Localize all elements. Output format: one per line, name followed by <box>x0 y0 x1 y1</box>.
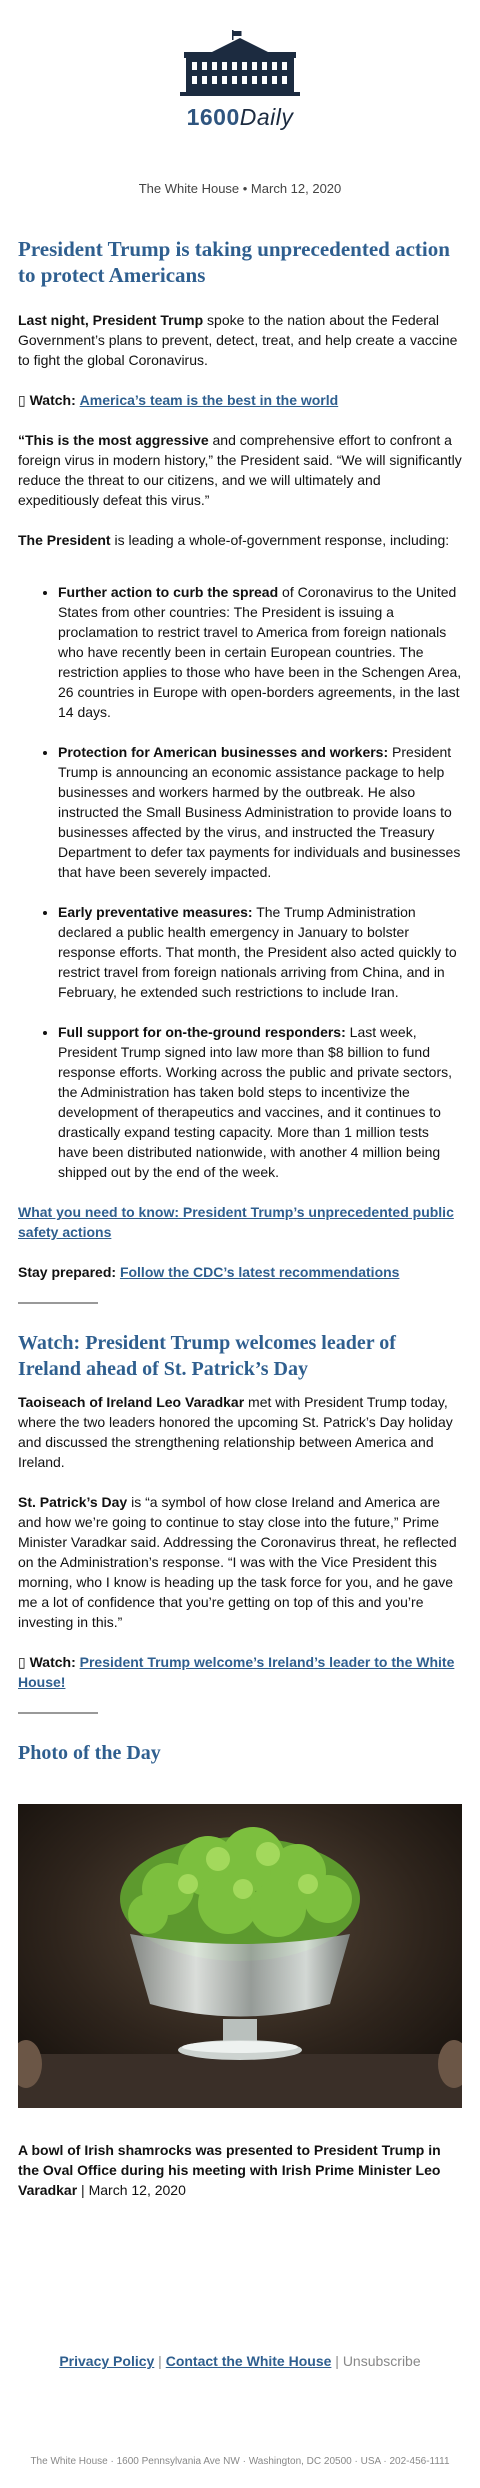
need-to-know-link[interactable]: What you need to know: President Trump’s unprecedented public safety actions <box>18 1204 454 1240</box>
newsletter-body <box>18 236 462 2200</box>
video-icon: ▯ <box>18 392 30 408</box>
unsubscribe-link[interactable]: Unsubscribe <box>342 2353 421 2369</box>
section-title: President Trump is taking unprecedented action to protect Americans <box>18 237 450 287</box>
dateline: The White House • March 12, 2020 <box>138 181 342 196</box>
contact-link[interactable]: Contact the White House <box>165 2353 332 2369</box>
photo-caption: A bowl of Irish shamrocks was presented to President Trump in the Oval Office during his meeting with Irish Prime Minister Leo Varadkar | March 12, 2020 <box>18 2142 441 2198</box>
watch-line: ▯ Watch: America’s team is the best in the world <box>18 392 339 408</box>
list-item: • Protection for American businesses and workers: President Trump is announcing an economic assistance package to help businesses and workers harmed by the outbreak. He also instructed the Small Business Administration to provide loans to businesses affected by the virus, and instructed the Treasury Department to defer tax payments for individuals and businesses that have been severely impacted. <box>58 742 462 882</box>
quote-paragraph: “This is the most aggressive and comprehensive effort to confront a foreign virus in modern history,” the President said. “We will significantly reduce the threat to our citizens, and we will ultimately and expeditiously defeat this virus.” <box>18 432 462 508</box>
logo-wordmark: 1600Daily <box>186 104 294 130</box>
paragraph: Taoiseach of Ireland Leo Varadkar met with President Trump today, where the two leaders honored the upcoming St. Patrick’s Day holiday and discussed the strengthening relationship between America and Ireland. <box>18 1394 453 1470</box>
paragraph: Last night, President Trump spoke to the nation about the Federal Government’s plans to prevent, detect, treat, and help create a vaccine to fight the global Coronavirus. <box>18 312 458 368</box>
watch-link[interactable]: President Trump welcome’s Ireland’s leader to the White House! <box>18 1654 455 1690</box>
link-paragraph <box>18 1202 462 1242</box>
photo-of-the-day <box>18 1804 462 2108</box>
list-item: • Full support for on-the-ground responders: Last week, President Trump signed into law more than $8 billion to fund response efforts. Working across the public and private sectors, the Administration has taken bold steps to incentivize the development of therapeutics and vaccines, and it continues to drastically expand testing capacity. More than 1 million tests have been distributed nationwide, with another 4 million being shipped out by the end of the week. <box>58 1022 462 1182</box>
header-logo[interactable] <box>0 0 480 150</box>
section-title: Watch: President Trump welcomes leader of Ireland ahead of St. Patrick’s Day <box>18 1332 396 1380</box>
response-list <box>18 582 462 1182</box>
privacy-policy-link[interactable]: Privacy Policy <box>59 2353 155 2369</box>
list-item: • Early preventative measures: The Trump Administration declared a public health emergency in January to bolster response efforts. That month, the President also acted quickly to restrict travel from foreign nationals arriving from China, and in February, he extended such restrictions to include Iran. <box>58 902 462 1002</box>
divider <box>18 1302 98 1304</box>
paragraph: The President is leading a whole-of-government response, including: <box>18 532 450 548</box>
divider <box>18 1712 98 1714</box>
footer-address: The White House · 1600 Pennsylvania Ave NW · Washington, DC 20500 · USA · 202-456-1111 <box>30 2456 450 2467</box>
cdc-link[interactable]: Follow the CDC’s latest recommendations <box>119 1264 400 1280</box>
footer-links: Privacy Policy | Contact the White House | Unsubscribe <box>59 2353 421 2369</box>
link-paragraph: Stay prepared: Follow the CDC’s latest recommendations <box>18 1264 400 1280</box>
paragraph: St. Patrick’s Day is “a symbol of how close Ireland and America are and how we’re going to continue to stay close into the future,” Prime Minister Varadkar said. Addressing the Coronavirus threat, he reflected on the Administration’s response. “I was with the Vice President this morning, who I know is heading up the task force for you, and he gave me a lot of confidence that you’re getting on top of this and you’re investing in this.” <box>18 1494 457 1630</box>
video-icon: ▯ <box>18 1654 30 1670</box>
white-house-icon <box>170 30 310 100</box>
list-item: • Further action to curb the spread of Coronavirus to the United States from other countries: The President is issuing a proclamation to restrict travel to America from foreign nationals who have recently been in certain European countries. The restriction applies to those who have been in the Schengen Area, 26 countries in Europe with open-borders agreements, in the last 14 days. <box>58 582 462 722</box>
watch-link[interactable]: America’s team is the best in the world <box>79 392 339 408</box>
section-title: Photo of the Day <box>18 1742 161 1764</box>
watch-line: ▯ Watch: President Trump welcome’s Ireland’s leader to the White House! <box>18 1654 455 1690</box>
